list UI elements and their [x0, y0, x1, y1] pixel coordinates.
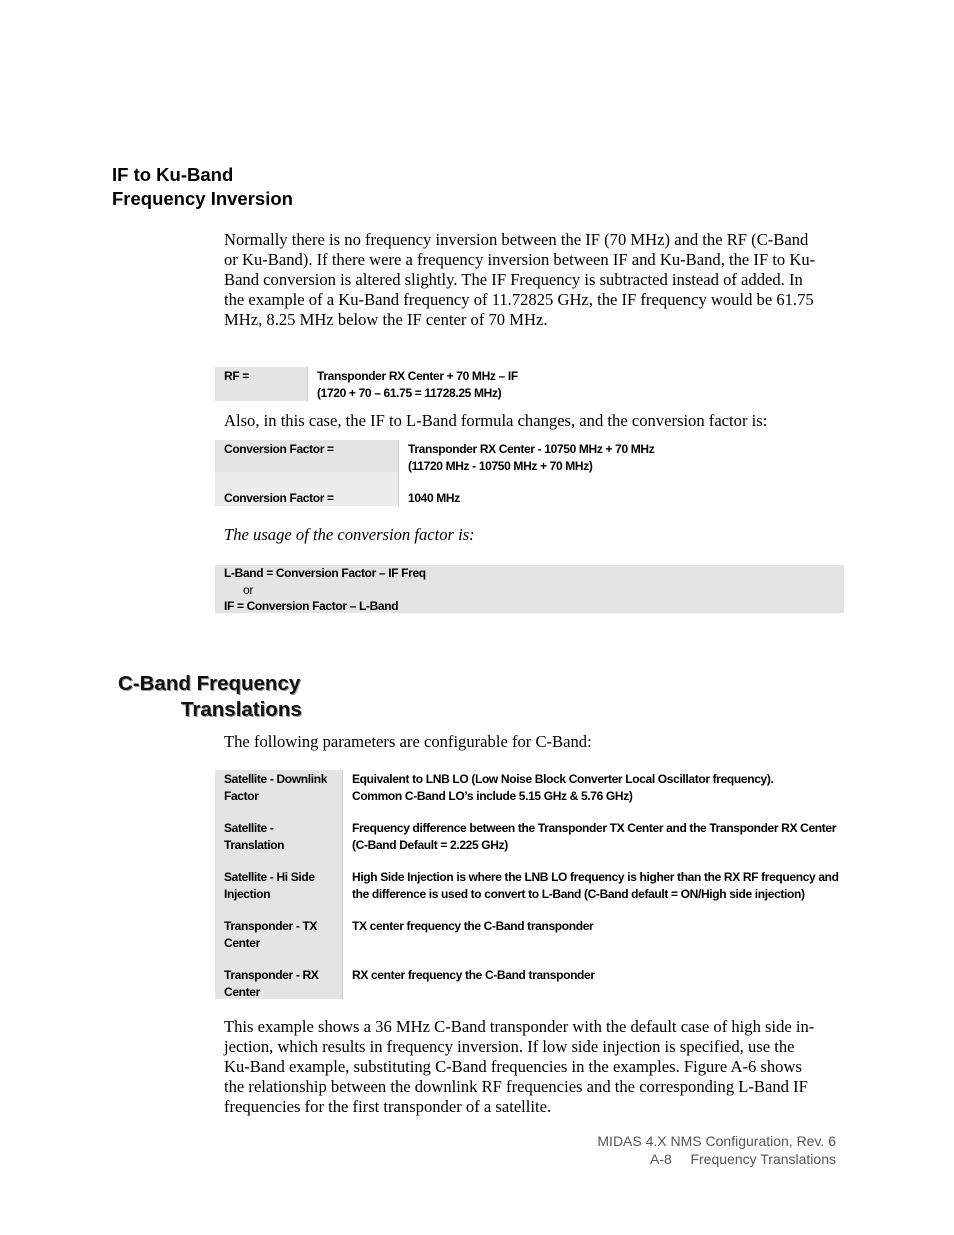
- param-row: [215, 918, 844, 967]
- param-label-line: Satellite -: [224, 821, 274, 835]
- param-description: [352, 918, 593, 935]
- section-heading-if-to-ku: [112, 163, 293, 211]
- paragraph-line: Normally there is no frequency inversion between the IF (70 MHz) and the RF (C-Band: [224, 230, 809, 249]
- footer-page-number: A-8: [650, 1151, 672, 1167]
- param-label: [224, 869, 315, 902]
- cf2-label: Conversion Factor =: [224, 491, 334, 505]
- paragraph-line: Band conversion is altered slightly. The IF Frequency is subtracted instead of added. In: [224, 270, 803, 289]
- paragraph-line: the example of a Ku-Band frequency of 11.72825 GHz, the IF frequency would be 61.75: [224, 290, 814, 309]
- paragraph-line: MHz, 8.25 MHz below the IF center of 70 MHz.: [224, 310, 548, 329]
- param-desc-line: Equivalent to LNB LO (Low Noise Block Converter Local Oscillator frequency).: [352, 772, 774, 786]
- paragraph-line: Ku-Band example, substituting C-Band frequencies in the examples. Figure A-6 shows: [224, 1057, 802, 1076]
- param-desc-line: High Side Injection is where the LNB LO frequency is higher than the RX RF frequency and: [352, 870, 839, 884]
- param-label-line: Translation: [224, 837, 285, 852]
- usage-line-1: L-Band = Conversion Factor – IF Freq: [224, 566, 426, 580]
- rf-label: RF =: [224, 369, 249, 383]
- param-description: [352, 820, 836, 853]
- heading-line-2: Frequency Inversion: [112, 188, 293, 209]
- rf-example-text: (1720 + 70 – 61.75 = 11728.25 MHz): [317, 385, 502, 400]
- cf1-example-text: (11720 MHz - 10750 MHz + 70 MHz): [408, 458, 593, 473]
- rf-formula: [317, 368, 518, 401]
- rf-formula-text: Transponder RX Center + 70 MHz – IF: [317, 369, 518, 383]
- param-description: [352, 771, 773, 804]
- paragraph-line: frequencies for the first transponder of a satellite.: [224, 1097, 552, 1116]
- cf1-label: Conversion Factor =: [224, 442, 334, 456]
- cf1-formula: [408, 441, 654, 474]
- param-label: [224, 918, 317, 951]
- c-band-intro: The following parameters are configurable for C-Band:: [224, 732, 592, 751]
- param-row: [215, 967, 844, 1016]
- cf2-value: 1040 MHz: [408, 491, 460, 505]
- section-heading-c-band-line1: C-Band Frequency: [118, 672, 301, 695]
- param-desc-line: Common C-Band LO’s include 5.15 GHz & 5.76 GHz): [352, 788, 633, 803]
- heading-line-1: IF to Ku-Band: [112, 164, 234, 185]
- usage-or: or: [243, 583, 254, 597]
- paragraph-line: jection, which results in frequency inversion. If low side injection is specified, use the: [224, 1037, 795, 1056]
- param-description: [352, 967, 595, 984]
- param-label-line: Injection: [224, 886, 271, 901]
- param-desc-line: RX center frequency the C-Band transponder: [352, 968, 595, 982]
- paragraph-line: or Ku-Band). If there were a frequency inversion between IF and Ku-Band, the IF to Ku-: [224, 250, 816, 269]
- cf1-formula-text: Transponder RX Center - 10750 MHz + 70 MHz: [408, 442, 655, 456]
- inversion-paragraph: [224, 230, 844, 330]
- param-desc-line: TX center frequency the C-Band transponder: [352, 919, 594, 933]
- param-desc-line: (C-Band Default = 2.225 GHz): [352, 837, 508, 852]
- param-label-line: Center: [224, 984, 260, 999]
- param-row: [215, 771, 844, 820]
- section-heading-c-band-line2: Translations: [181, 698, 302, 721]
- param-row: [215, 820, 844, 869]
- param-row: [215, 869, 844, 918]
- paragraph-line: the relationship between the downlink RF frequencies and the corresponding L-Band IF: [224, 1077, 808, 1096]
- usage-text: The usage of the conversion factor is:: [224, 525, 475, 544]
- param-label: [224, 820, 284, 853]
- param-desc-line: Frequency difference between the Transponder TX Center and the Transponder RX Center: [352, 821, 837, 835]
- param-label-line: Factor: [224, 788, 259, 803]
- param-label-line: Satellite - Downlink: [224, 772, 328, 786]
- param-label: [224, 771, 327, 804]
- footer-doc-title: MIDAS 4.X NMS Configuration, Rev. 6: [597, 1133, 836, 1149]
- param-label-line: Transponder - TX: [224, 919, 318, 933]
- also-text: Also, in this case, the IF to L-Band formula changes, and the conversion factor is:: [224, 411, 768, 430]
- c-band-example-paragraph: [224, 1017, 844, 1117]
- footer-section-name: Frequency Translations: [690, 1151, 836, 1167]
- param-label-line: Satellite - Hi Side: [224, 870, 315, 884]
- param-label-line: Center: [224, 935, 260, 950]
- param-description: [352, 869, 839, 902]
- paragraph-line: This example shows a 36 MHz C-Band transponder with the default case of high side in-: [224, 1017, 815, 1036]
- param-label: [224, 967, 318, 1000]
- param-label-line: Transponder - RX: [224, 968, 319, 982]
- usage-line-3: IF = Conversion Factor – L-Band: [224, 599, 399, 613]
- param-desc-line: the difference is used to convert to L-Band (C-Band default = ON/High side injection): [352, 886, 805, 901]
